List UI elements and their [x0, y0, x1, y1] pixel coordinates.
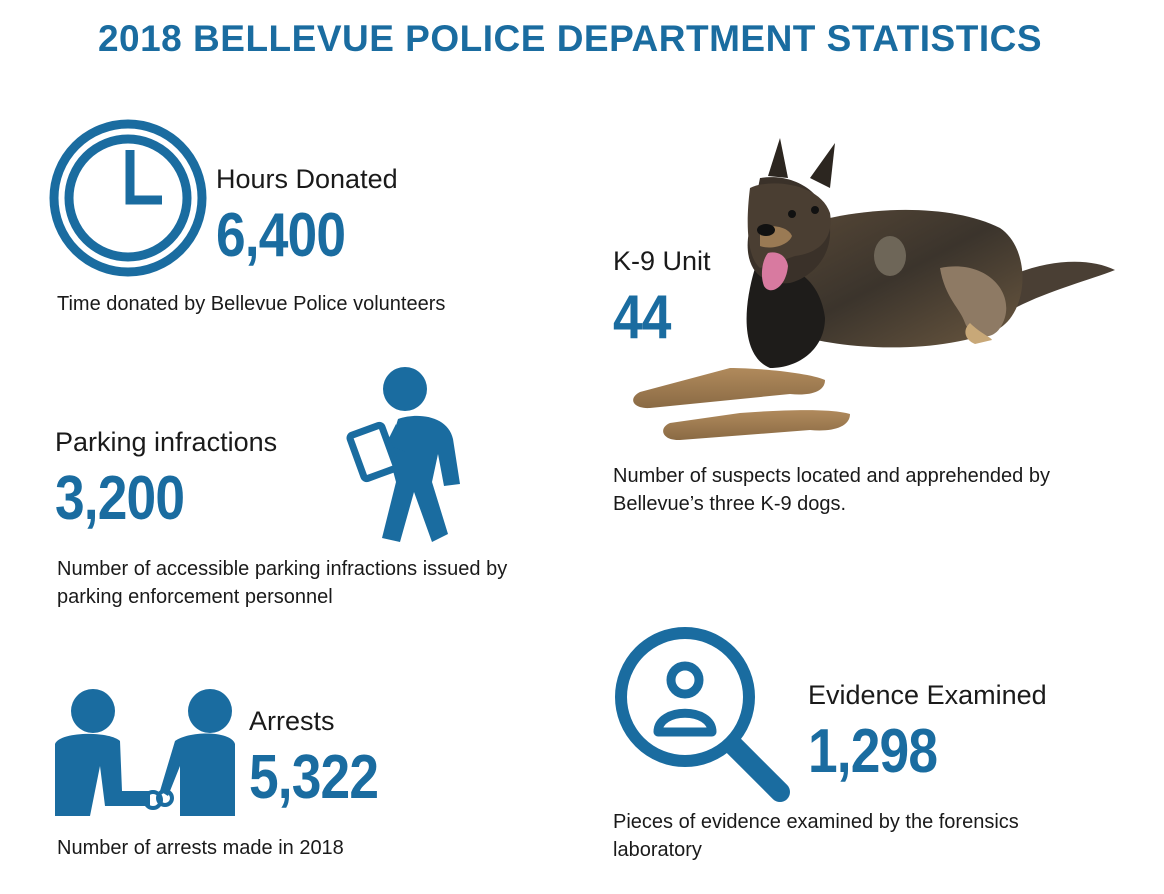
evidence-examined-description-line2: laboratory — [613, 839, 702, 861]
parking-infractions-value: 3,200 — [55, 464, 185, 533]
k9-unit-description-line2: Bellevue’s three K-9 dogs. — [613, 493, 847, 515]
handcuffed-arrest-icon — [50, 686, 240, 821]
arrests-description: Number of arrests made in 2018 — [57, 837, 344, 859]
clock-icon — [48, 118, 208, 278]
page-title: 2018 BELLEVUE POLICE DEPARTMENT STATISTICS — [97, 18, 1043, 59]
hours-donated-label: Hours Donated — [216, 164, 398, 194]
evidence-examined-description-line1: Pieces of evidence examined by the forensics — [613, 811, 1019, 833]
parking-infractions-description-line1: Number of accessible parking infractions issued by — [57, 558, 508, 580]
evidence-examined-value: 1,298 — [808, 717, 938, 786]
k9-unit-description-line1: Number of suspects located and apprehended by — [613, 465, 1050, 487]
parking-infractions-label: Parking infractions — [55, 427, 278, 457]
arrests-value: 5,322 — [249, 743, 379, 812]
magnifier-person-icon — [610, 622, 800, 807]
arrests-label: Arrests — [249, 706, 335, 736]
parking-infractions-description-line2: parking enforcement personnel — [57, 586, 333, 608]
german-shepherd-photo — [620, 118, 1120, 458]
hours-donated-value: 6,400 — [216, 201, 346, 270]
k9-unit-label: K-9 Unit — [613, 246, 711, 276]
evidence-examined-label: Evidence Examined — [808, 680, 1047, 710]
k9-unit-value: 44 — [613, 283, 671, 352]
hours-donated-description: Time donated by Bellevue Police volunteers — [57, 293, 446, 315]
walking-officer-clipboard-icon — [348, 364, 478, 554]
